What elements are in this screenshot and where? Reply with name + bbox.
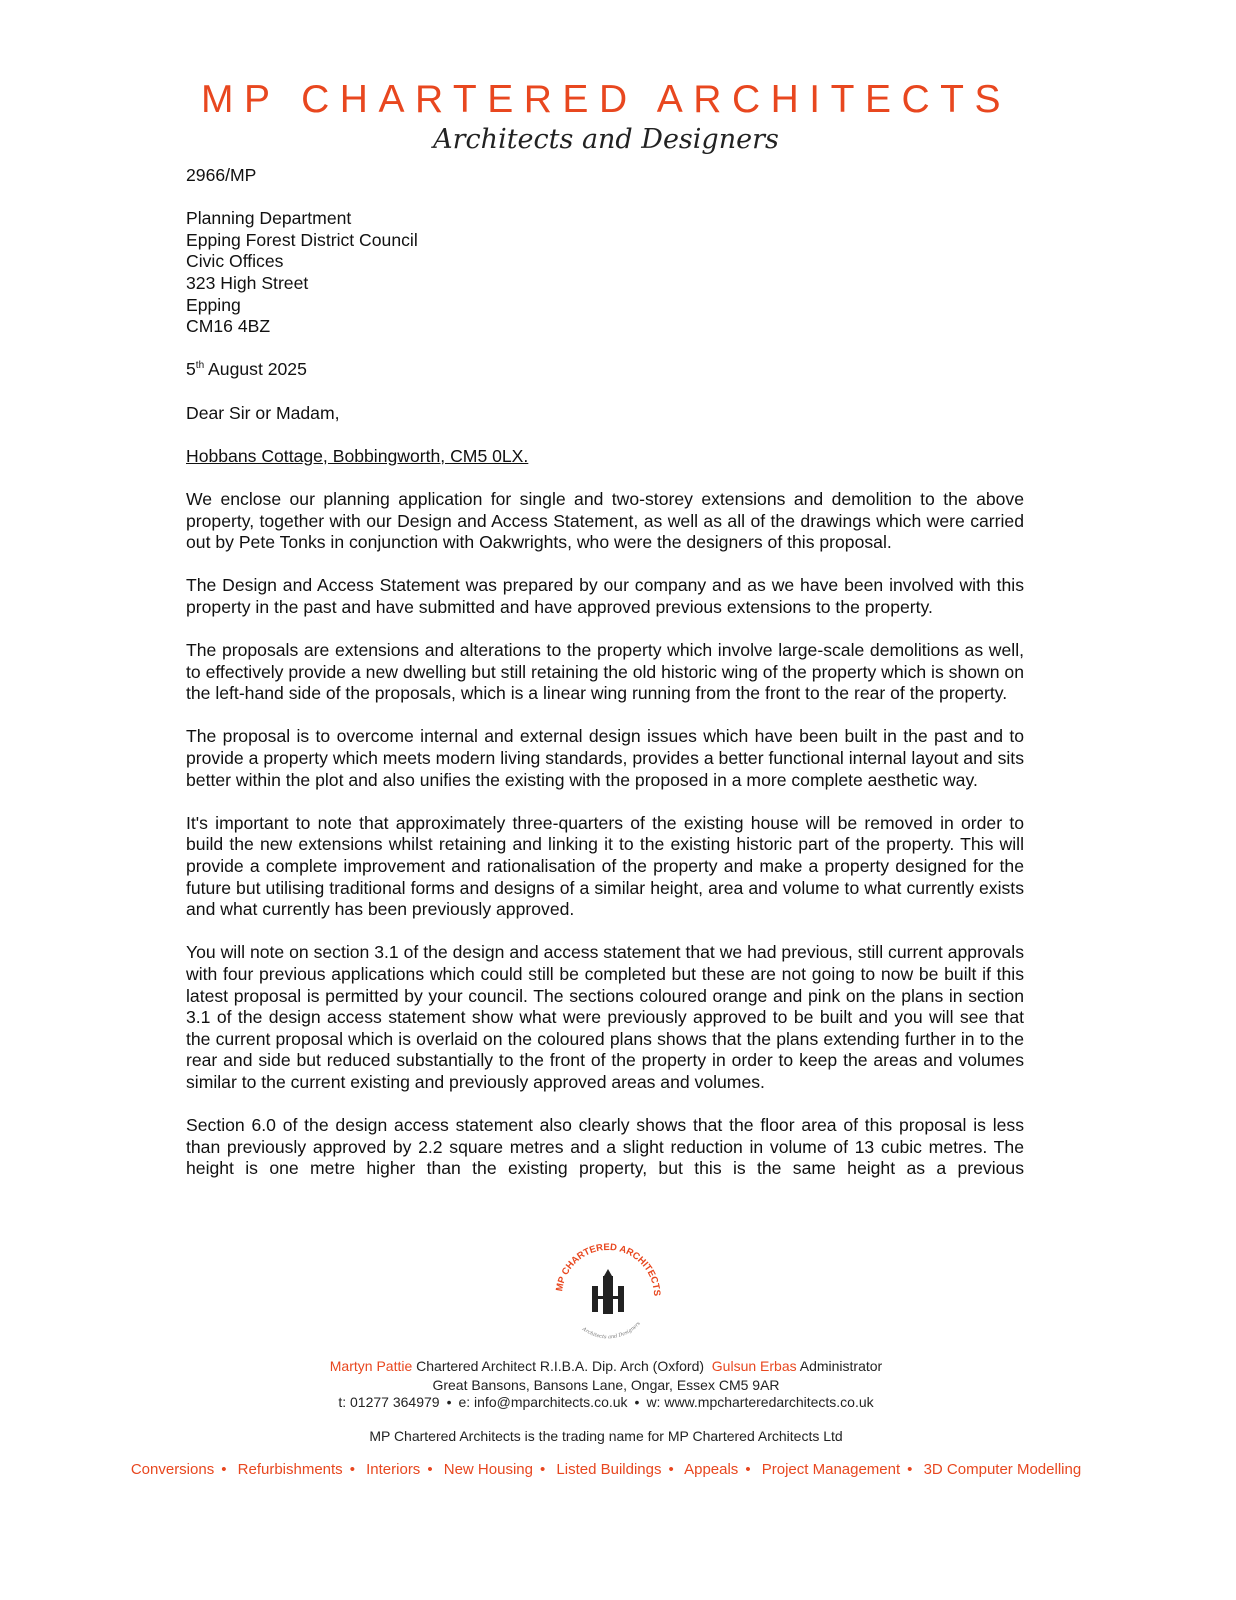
date-suffix: th	[195, 360, 205, 372]
services-list: Conversions • Refurbishments • Interiors • New Housing • Listed Buildings • Appeals • Project Management • 3D Computer Modelling	[130, 1461, 1082, 1478]
service-item: Project Management	[761, 1461, 901, 1478]
salutation: Dear Sir or Madam,	[186, 402, 340, 423]
staff-title: Chartered Architect R.I.B.A. Dip. Arch (Oxford)	[412, 1358, 712, 1374]
staff-title: Administrator	[796, 1358, 883, 1374]
seal-emblem-icon	[592, 1269, 624, 1314]
service-item: Conversions	[130, 1461, 215, 1478]
paragraph: It's important to note that approximately three-quarters of the existing house will be removed in order to build the new extensions whilst retaining and linking it to the existing historic part of the property. This will provide a complete improvement and rationalisation of the property and make a property designed for the future but utilising traditional forms and designs of a similar height, area and volume to what currently exists and what currently has been previously approved.	[186, 812, 1024, 920]
footer-trading-name: MP Chartered Architects is the trading name for MP Chartered Architects Ltd	[369, 1428, 843, 1444]
paragraph: We enclose our planning application for single and two-storey extensions and demolition to the above property, together with our Design and Access Statement, as well as all of the drawings which were carried out by Pete Tonks in conjunction with Oakwrights, who were the designers of this proposal.	[186, 488, 1024, 553]
service-item: Appeals	[684, 1461, 739, 1478]
address-line: Epping	[186, 294, 241, 315]
subject-line: Hobbans Cottage, Bobbingworth, CM5 0LX.	[186, 445, 529, 466]
address-line: Civic Offices	[186, 251, 284, 272]
address-line: 323 High Street	[186, 272, 309, 293]
paragraph: The proposal is to overcome internal and external design issues which have been built in the past and to provide a property which meets modern living standards, provides a better functional internal layout and sits better within the plot and also unifies the existing with the proposed in a more complete aesthetic way.	[186, 726, 1024, 790]
paragraph: You will note on section 3.1 of the design and access statement that we had previous, still current approvals with four previous applications which could still be completed but these are not going to now be built if this latest proposal is permitted by your council. The sections coloured orange and pink on the plans in section 3.1 of the design access statement show what were previously approved to be built and you will see that the current proposal which is overlaid on the coloured plans shows that the plans extending further in to the rear and side but reduced substantially to the front of the property in order to keep the areas and volumes similar to the current existing and previously approved areas and volumes.	[186, 942, 1024, 1092]
paragraph: Section 6.0 of the design access statement also clearly shows that the floor area of this proposal is less than previously approved by 2.2 square metres and a slight reduction in volume of 13 cubic metres. The height is one metre higher than the existing property, but this is the same height as a previous	[186, 1115, 1024, 1179]
recipient-address	[186, 208, 1024, 338]
letter-date	[186, 359, 1024, 381]
date-month-year: August 2025	[204, 359, 307, 380]
service-item: Listed Buildings	[556, 1461, 662, 1478]
phone: t: 01277 364979	[338, 1394, 440, 1410]
address-line: CM16 4BZ	[186, 316, 271, 337]
footer-contact: t: 01277 364979 • e: info@mparchitects.co.uk • w: www.mpcharteredarchitects.co.uk	[338, 1394, 874, 1410]
address-line: Epping Forest District Council	[186, 229, 418, 250]
footer-address: Great Bansons, Bansons Lane, Ongar, Essex CM5 9AR	[432, 1377, 780, 1393]
service-item: Refurbishments	[237, 1461, 343, 1478]
paragraph: The Design and Access Statement was prepared by our company and as we have been involved with this property in the past and have submitted and have approved previous extensions to the property.	[186, 575, 1024, 617]
service-item: New Housing	[443, 1461, 533, 1478]
website-link[interactable]: w: www.mpcharteredarchitects.co.uk	[646, 1394, 874, 1410]
staff-name: Martyn Pattie	[329, 1358, 413, 1374]
service-item: 3D Computer Modelling	[923, 1461, 1082, 1478]
reference: 2966/MP	[186, 165, 257, 185]
svg-text:Architects and Designers	[580, 1320, 642, 1340]
seal-subtext: Architects and Designers	[581, 1320, 642, 1341]
brand-tagline: Architects and Designers	[433, 124, 779, 155]
staff-name: Gulsun Erbas	[711, 1358, 797, 1374]
address-line: Planning Department	[186, 208, 352, 229]
date-day: 5	[186, 359, 196, 380]
service-item: Interiors	[366, 1461, 421, 1478]
seal-text: MP CHARTERED ARCHITECTS	[554, 1241, 663, 1297]
email-link[interactable]: e: info@mparchitects.co.uk	[458, 1394, 628, 1410]
paragraph: The proposals are extensions and alterations to the property which involve large-scale demolitions as well, to effectively provide a new dwelling but still retaining the old historic wing of the property which is shown on the left-hand side of the proposals, which is a linear wing running from the front to the rear of the property.	[186, 640, 1024, 704]
company-seal-logo	[554, 1242, 662, 1340]
brand-title: MP CHARTERED ARCHITECTS	[201, 78, 1011, 121]
footer-staff	[0, 1358, 1212, 1374]
letter-body	[186, 165, 1024, 1202]
